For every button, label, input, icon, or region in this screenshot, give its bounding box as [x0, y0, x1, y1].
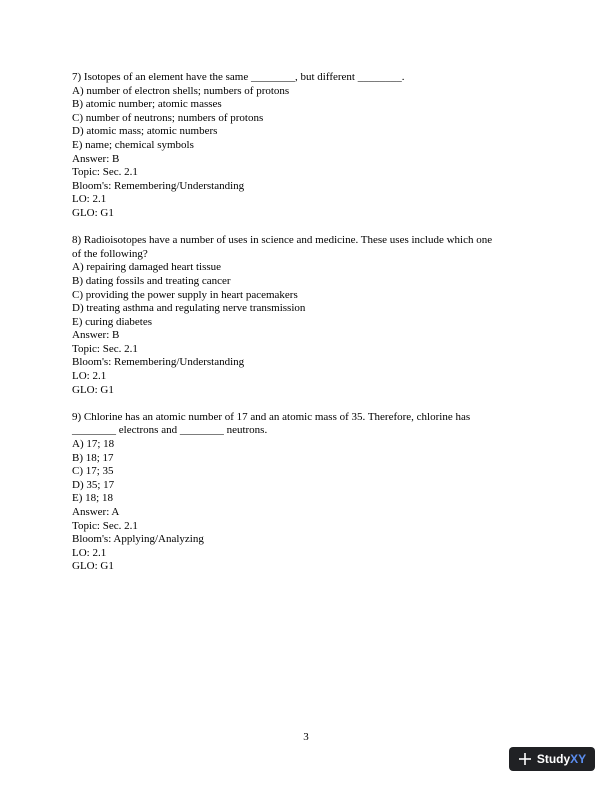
- glo: GLO: G1: [72, 560, 114, 573]
- blooms: Bloom's: Remembering/Understanding: [72, 179, 245, 192]
- choice-e: E) name; chemical symbols: [72, 138, 194, 151]
- choice-c: C) providing the power supply in heart pacemakers: [72, 288, 298, 301]
- answer: Answer: A: [72, 506, 120, 518]
- question-8-stem-cont: of the following?: [72, 247, 148, 260]
- topic: Topic: Sec. 2.1: [72, 519, 138, 532]
- answer: Answer: B: [72, 152, 120, 165]
- question-9: [72, 411, 542, 574]
- choice-c: C) 17; 35: [72, 465, 114, 478]
- topic: Topic: Sec. 2.1: [72, 342, 138, 355]
- choice-c: C) number of neutrons; numbers of protons: [72, 111, 264, 124]
- plus-icon: [518, 752, 532, 766]
- question-8: [72, 234, 542, 397]
- answer: Answer: B: [72, 329, 120, 342]
- question-8-stem: 8) Radioisotopes have a number of uses in science and medicine. These uses include which one: [72, 234, 493, 247]
- choice-a: A) number of electron shells; numbers of protons: [72, 84, 290, 97]
- choice-e: E) curing diabetes: [72, 315, 153, 328]
- question-7: [72, 71, 542, 221]
- choice-e: E) 18; 18: [72, 492, 113, 505]
- brand-main: Study: [536, 752, 571, 766]
- topic: Topic: Sec. 2.1: [72, 166, 138, 179]
- glo: GLO: G1: [72, 206, 114, 219]
- learning-objective: LO: 2.1: [72, 193, 107, 206]
- blooms: Bloom's: Applying/Analyzing: [72, 533, 204, 546]
- question-9-stem-cont: ________ electrons and ________ neutrons.: [72, 424, 268, 437]
- brand-accent: XY: [570, 752, 587, 766]
- page-number: 3: [303, 731, 309, 743]
- document-body: [72, 71, 542, 588]
- question-9-stem: 9) Chlorine has an atomic number of 17 and an atomic mass of 35. Therefore, chlorine has: [72, 410, 471, 423]
- choice-a: A) repairing damaged heart tissue: [72, 261, 222, 274]
- choice-d: D) 35; 17: [72, 478, 115, 491]
- blooms: Bloom's: Remembering/Understanding: [72, 356, 245, 369]
- choice-d: D) atomic mass; atomic numbers: [72, 125, 218, 138]
- glo: GLO: G1: [72, 383, 114, 396]
- choice-b: B) 18; 17: [72, 451, 114, 464]
- learning-objective: LO: 2.1: [72, 370, 107, 383]
- choice-a: A) 17; 18: [72, 438, 115, 451]
- choice-d: D) treating asthma and regulating nerve transmission: [72, 302, 306, 315]
- choice-b: B) dating fossils and treating cancer: [72, 274, 231, 287]
- choice-b: B) atomic number; atomic masses: [72, 98, 222, 111]
- brand-name: [537, 752, 586, 766]
- learning-objective: LO: 2.1: [72, 546, 107, 559]
- studyxy-badge[interactable]: [509, 747, 595, 771]
- question-7-stem: 7) Isotopes of an element have the same ________, but different ________.: [72, 71, 405, 83]
